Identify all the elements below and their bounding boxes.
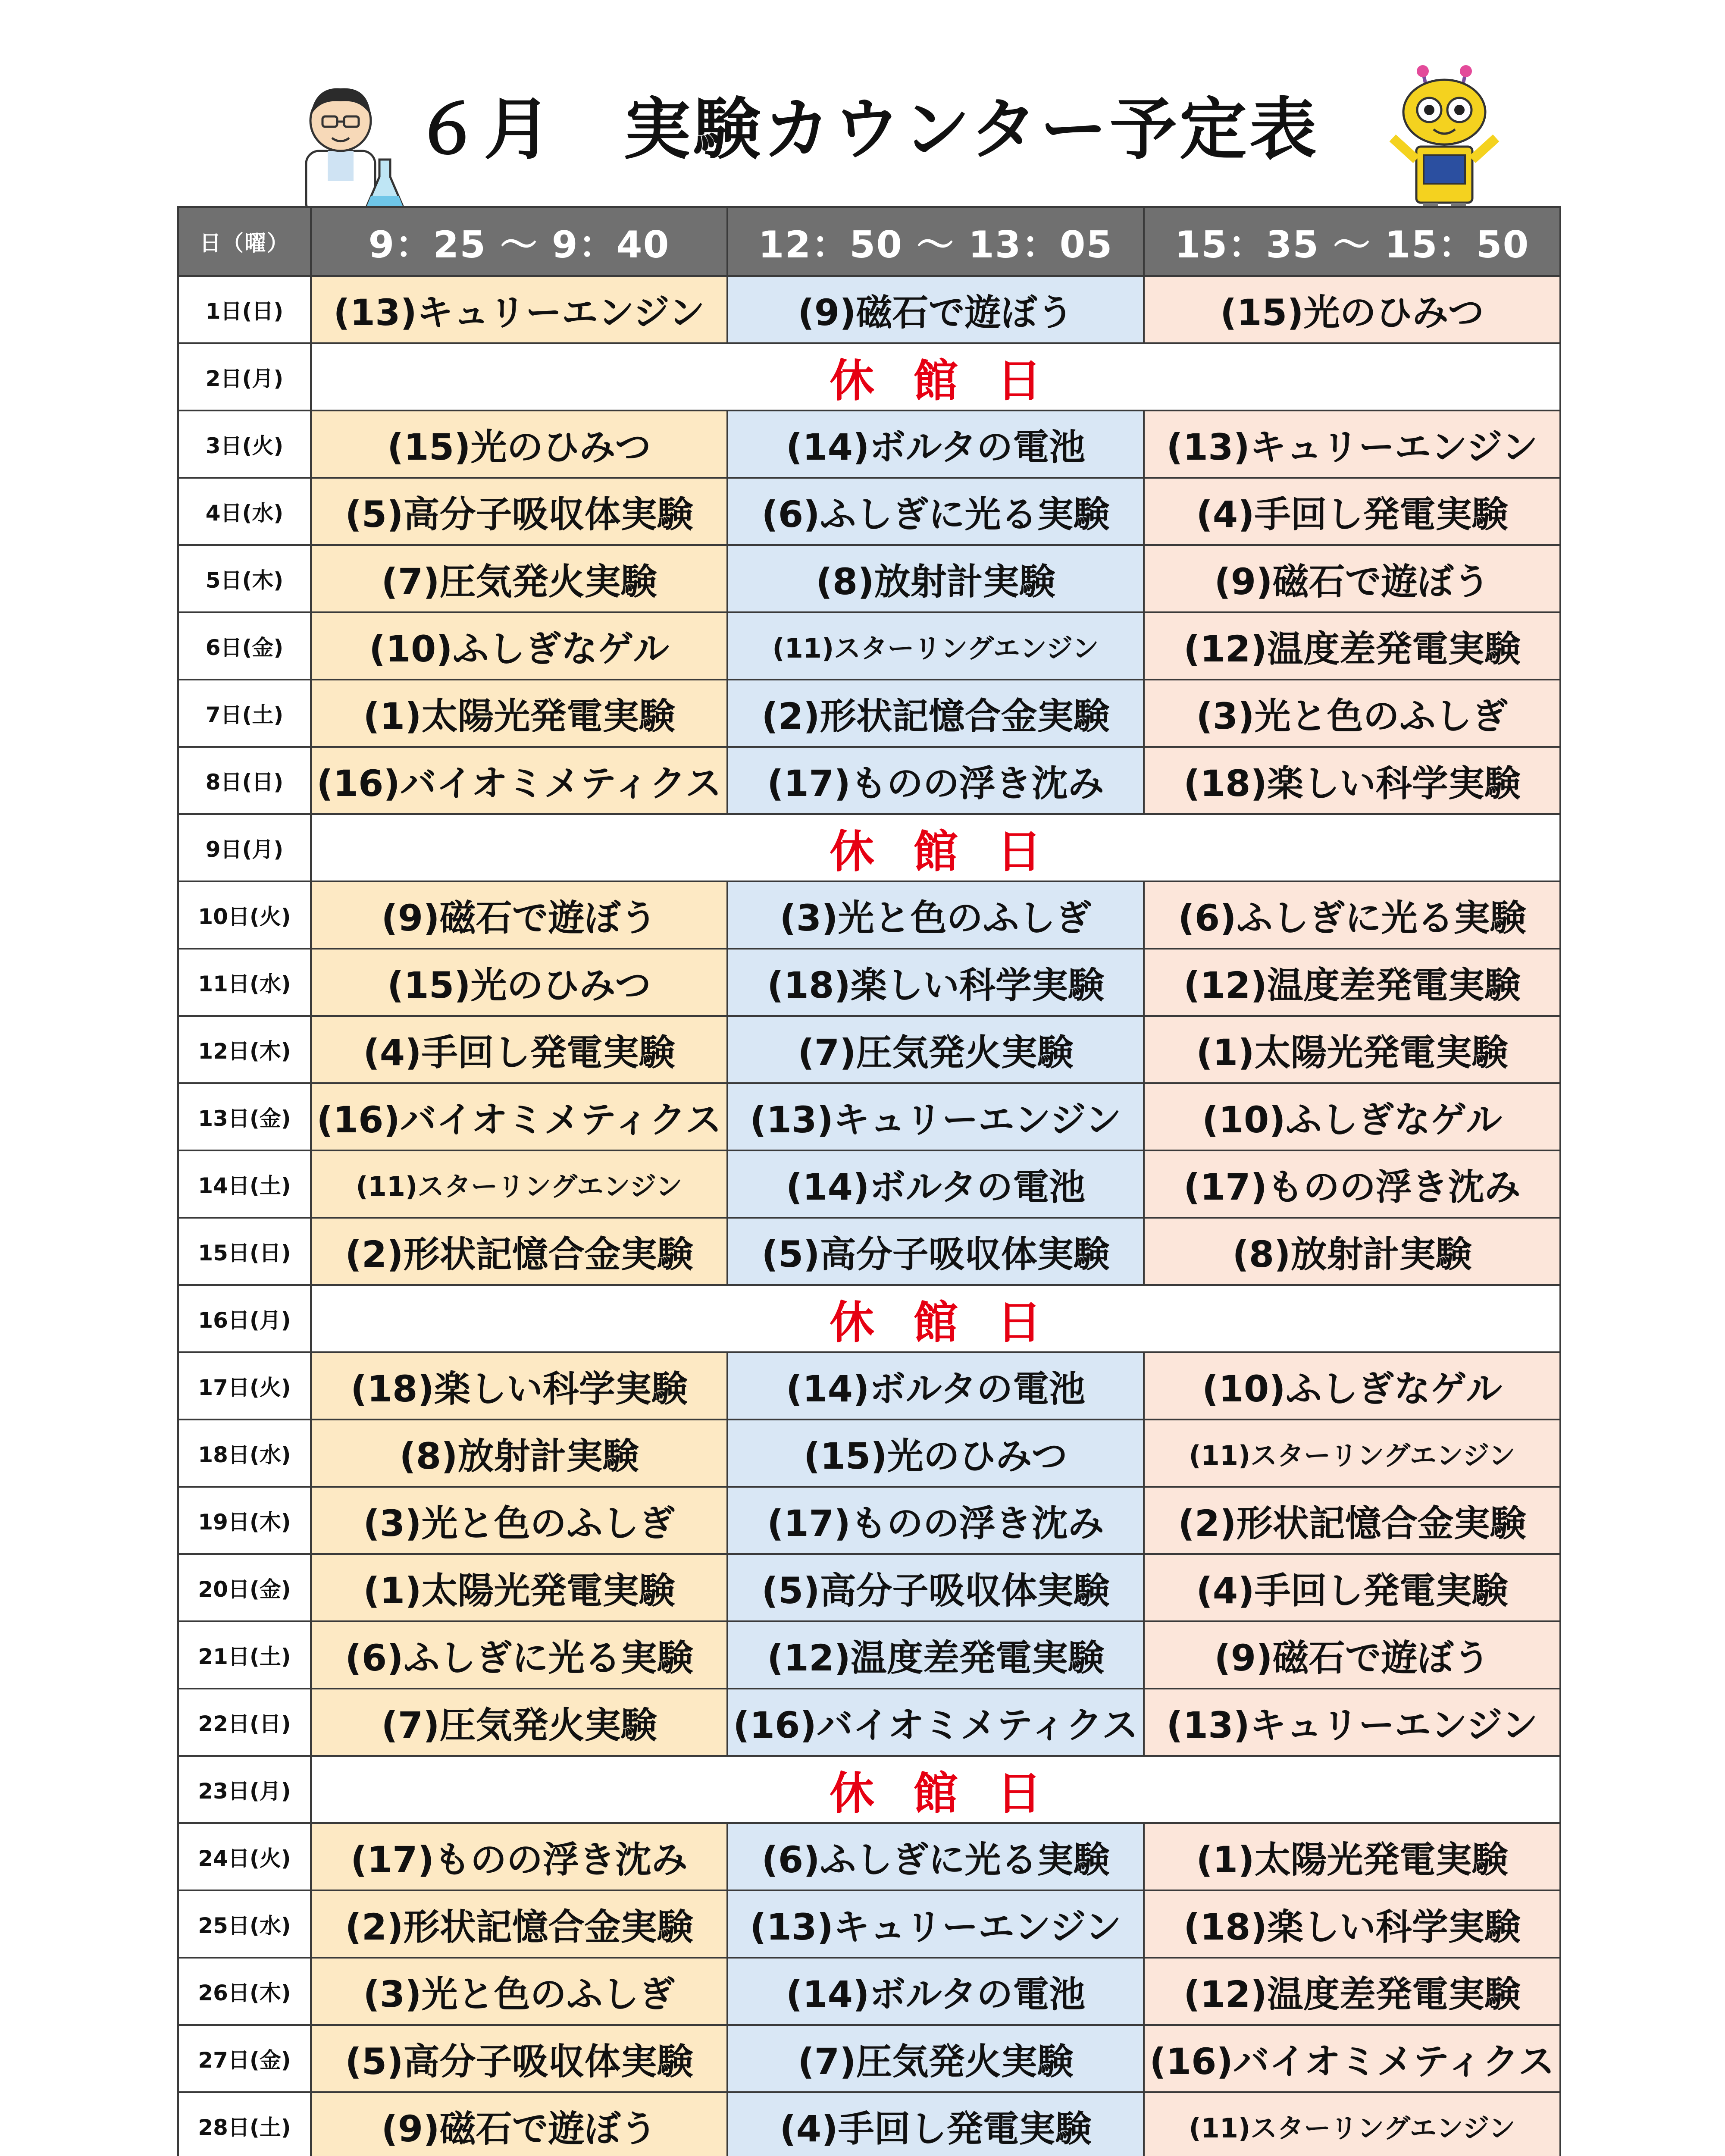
day-cell: 26日(木) [178,1958,311,2025]
table-row [178,1352,1560,1420]
experiment-cell-slot-1: (7)圧気発火実験 [311,1689,727,1756]
experiment-cell-slot-2: (13)キュリーエンジン [727,1890,1144,1958]
day-cell: 14日(土) [178,1150,311,1218]
experiment-cell-slot-1: (18)楽しい科学実験 [311,1352,727,1420]
experiment-cell-slot-1: (17)ものの浮き沈み [311,1823,727,1890]
experiment-cell-slot-1: (15)光のひみつ [311,949,727,1016]
table-row [178,612,1560,680]
experiment-cell-slot-3: (18)楽しい科学実験 [1144,747,1560,814]
table-row [178,747,1560,814]
day-cell: 13日(金) [178,1083,311,1150]
day-cell: 22日(日) [178,1689,311,1756]
table-row [178,1756,1560,1823]
experiment-cell-slot-3: (3)光と色のふしぎ [1144,680,1560,747]
experiment-cell-slot-3: (8)放射計実験 [1144,1218,1560,1285]
table-row [178,2025,1560,2092]
schedule-table [177,206,1561,2156]
experiment-cell-slot-1: (4)手回し発電実験 [311,1016,727,1083]
experiment-cell-slot-3: (12)温度差発電実験 [1144,612,1560,680]
experiment-cell-slot-1: (1)太陽光発電実験 [311,680,727,747]
experiment-cell-slot-1: (9)磁石で遊ぼう [311,2092,727,2156]
experiment-cell-slot-1: (5)高分子吸収体実験 [311,478,727,545]
experiment-cell-slot-3: (6)ふしぎに光る実験 [1144,881,1560,949]
experiment-cell-slot-2: (17)ものの浮き沈み [727,747,1144,814]
experiment-cell-slot-1: (7)圧気発火実験 [311,545,727,612]
day-cell: 24日(火) [178,1823,311,1890]
experiment-cell-slot-2: (6)ふしぎに光る実験 [727,1823,1144,1890]
table-row [178,1958,1560,2025]
experiment-cell-slot-2: (14)ボルタの電池 [727,1958,1144,2025]
slot-1-header: 9：25 ～ 9：40 [311,207,727,276]
experiment-cell-slot-1: (5)高分子吸収体実験 [311,2025,727,2092]
experiment-cell-slot-2: (5)高分子吸収体実験 [727,1218,1144,1285]
day-cell: 20日(金) [178,1554,311,1621]
experiment-cell-slot-2: (2)形状記憶合金実験 [727,680,1144,747]
experiment-cell-slot-3: (10)ふしぎなゲル [1144,1083,1560,1150]
experiment-cell-slot-1: (3)光と色のふしぎ [311,1958,727,2025]
experiment-cell-slot-3: (1)太陽光発電実験 [1144,1823,1560,1890]
experiment-cell-slot-1: (9)磁石で遊ぼう [311,881,727,949]
table-row [178,814,1560,881]
experiment-cell-slot-3: (16)バイオミメティクス [1144,2025,1560,2092]
day-cell: 5日(木) [178,545,311,612]
experiment-cell-slot-2: (14)ボルタの電池 [727,1150,1144,1218]
experiment-cell-slot-2: (14)ボルタの電池 [727,1352,1144,1420]
day-cell: 6日(金) [178,612,311,680]
experiment-cell-slot-2: (5)高分子吸収体実験 [727,1554,1144,1621]
table-row [178,949,1560,1016]
experiment-cell-slot-1: (10)ふしぎなゲル [311,612,727,680]
experiment-cell-slot-3: (10)ふしぎなゲル [1144,1352,1560,1420]
experiment-cell-slot-3: (11)スターリングエンジン [1144,2092,1560,2156]
experiment-cell-slot-3: (13)キュリーエンジン [1144,411,1560,478]
experiment-cell-slot-3: (13)キュリーエンジン [1144,1689,1560,1756]
table-row [178,1621,1560,1689]
closed-day-cell: 休館日 [311,1285,1560,1352]
experiment-cell-slot-3: (12)温度差発電実験 [1144,1958,1560,2025]
experiment-cell-slot-1: (1)太陽光発電実験 [311,1554,727,1621]
experiment-cell-slot-3: (17)ものの浮き沈み [1144,1150,1560,1218]
experiment-cell-slot-3: (9)磁石で遊ぼう [1144,545,1560,612]
experiment-cell-slot-3: (11)スターリングエンジン [1144,1420,1560,1487]
table-row [178,1218,1560,1285]
experiment-cell-slot-3: (12)温度差発電実験 [1144,949,1560,1016]
table-row [178,1554,1560,1621]
experiment-cell-slot-2: (16)バイオミメティクス [727,1689,1144,1756]
experiment-cell-slot-3: (15)光のひみつ [1144,276,1560,343]
day-cell: 9日(月) [178,814,311,881]
table-row [178,881,1560,949]
table-row [178,1823,1560,1890]
experiment-cell-slot-1: (13)キュリーエンジン [311,276,727,343]
experiment-cell-slot-3: (4)手回し発電実験 [1144,1554,1560,1621]
schedule-body [178,276,1560,2156]
experiment-cell-slot-2: (11)スターリングエンジン [727,612,1144,680]
day-cell: 12日(木) [178,1016,311,1083]
experiment-cell-slot-1: (6)ふしぎに光る実験 [311,1621,727,1689]
day-cell: 2日(月) [178,343,311,411]
table-row [178,411,1560,478]
table-row [178,680,1560,747]
experiment-cell-slot-2: (9)磁石で遊ぼう [727,276,1144,343]
day-cell: 23日(月) [178,1756,311,1823]
day-cell: 1日(日) [178,276,311,343]
day-cell: 7日(土) [178,680,311,747]
table-row [178,1150,1560,1218]
table-row [178,276,1560,343]
day-cell: 21日(土) [178,1621,311,1689]
table-header-row [178,207,1560,276]
closed-day-cell: 休館日 [311,343,1560,411]
experiment-cell-slot-2: (7)圧気発火実験 [727,1016,1144,1083]
experiment-cell-slot-2: (3)光と色のふしぎ [727,881,1144,949]
page-header [0,0,1725,207]
day-cell: 27日(金) [178,2025,311,2092]
experiment-cell-slot-2: (4)手回し発電実験 [727,2092,1144,2156]
experiment-cell-slot-1: (16)バイオミメティクス [311,747,727,814]
robot-icon [1380,65,1509,220]
experiment-cell-slot-2: (8)放射計実験 [727,545,1144,612]
experiment-cell-slot-2: (12)温度差発電実験 [727,1621,1144,1689]
scientist-icon [280,73,410,216]
experiment-cell-slot-1: (15)光のひみつ [311,411,727,478]
experiment-cell-slot-3: (1)太陽光発電実験 [1144,1016,1560,1083]
experiment-cell-slot-1: (16)バイオミメティクス [311,1083,727,1150]
table-row [178,1689,1560,1756]
experiment-cell-slot-1: (2)形状記憶合金実験 [311,1890,727,1958]
experiment-cell-slot-1: (8)放射計実験 [311,1420,727,1487]
table-row [178,1420,1560,1487]
table-row [178,1016,1560,1083]
experiment-cell-slot-1: (2)形状記憶合金実験 [311,1218,727,1285]
page-title: ６月 実験カウンター予定表 [414,90,1319,169]
experiment-cell-slot-1: (11)スターリングエンジン [311,1150,727,1218]
day-cell: 4日(水) [178,478,311,545]
table-row [178,1083,1560,1150]
day-cell: 16日(月) [178,1285,311,1352]
day-cell: 28日(土) [178,2092,311,2156]
table-row [178,545,1560,612]
day-cell: 8日(日) [178,747,311,814]
day-column-header: 日（曜） [178,207,311,276]
table-row [178,1285,1560,1352]
table-row [178,478,1560,545]
slot-3-header: 15：35 ～ 15：50 [1144,207,1560,276]
closed-day-cell: 休館日 [311,1756,1560,1823]
experiment-cell-slot-2: (15)光のひみつ [727,1420,1144,1487]
day-cell: 11日(水) [178,949,311,1016]
experiment-cell-slot-2: (6)ふしぎに光る実験 [727,478,1144,545]
day-cell: 19日(木) [178,1487,311,1554]
day-cell: 15日(日) [178,1218,311,1285]
experiment-cell-slot-3: (2)形状記憶合金実験 [1144,1487,1560,1554]
day-cell: 18日(水) [178,1420,311,1487]
table-row [178,343,1560,411]
experiment-cell-slot-1: (3)光と色のふしぎ [311,1487,727,1554]
day-cell: 3日(火) [178,411,311,478]
experiment-cell-slot-2: (14)ボルタの電池 [727,411,1144,478]
experiment-cell-slot-3: (18)楽しい科学実験 [1144,1890,1560,1958]
slot-2-header: 12：50 ～ 13：05 [727,207,1144,276]
experiment-cell-slot-3: (9)磁石で遊ぼう [1144,1621,1560,1689]
table-row [178,1487,1560,1554]
table-row [178,2092,1560,2156]
closed-day-cell: 休館日 [311,814,1560,881]
day-cell: 25日(水) [178,1890,311,1958]
table-row [178,1890,1560,1958]
experiment-cell-slot-3: (4)手回し発電実験 [1144,478,1560,545]
experiment-cell-slot-2: (13)キュリーエンジン [727,1083,1144,1150]
experiment-cell-slot-2: (7)圧気発火実験 [727,2025,1144,2092]
experiment-cell-slot-2: (18)楽しい科学実験 [727,949,1144,1016]
day-cell: 17日(火) [178,1352,311,1420]
experiment-cell-slot-2: (17)ものの浮き沈み [727,1487,1144,1554]
day-cell: 10日(火) [178,881,311,949]
